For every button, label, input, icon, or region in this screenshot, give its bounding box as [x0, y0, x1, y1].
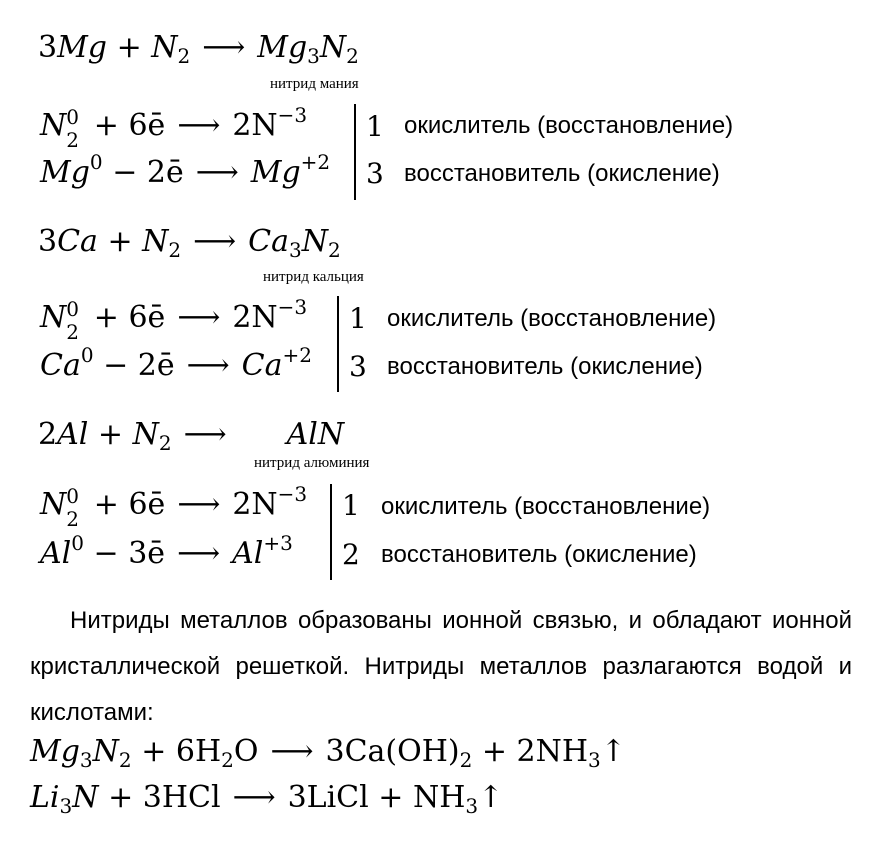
coefficient: 3 — [366, 157, 384, 190]
half-reaction-nitrogen: N 0 2 + 6ē ⟶ $2N^{-3}$ — [40, 482, 308, 531]
coefficient: 3 — [349, 350, 367, 383]
caption-aluminium-nitride: нитрид алюминия — [254, 455, 370, 471]
coefficient: 1 — [342, 489, 360, 522]
gas-arrow-icon: ↑ — [478, 780, 504, 815]
role-label: окислитель (восстановление) — [387, 305, 717, 332]
nitrides-paragraph — [30, 598, 852, 736]
role-label: окислитель (восстановление) — [404, 112, 734, 139]
half-reaction-nitrogen: N 0 2 + 6ē ⟶ $2N^{-3}$ — [40, 295, 308, 344]
balance-divider — [337, 296, 339, 392]
half-reaction-aluminium: $Al^0$ − 3ē ⟶ $Al^{+3}$ — [40, 531, 293, 571]
gas-arrow-icon: ↑ — [600, 734, 626, 769]
half-reaction-calcium: $Ca^0$ − 2ē ⟶ $Ca^{+2}$ — [40, 343, 312, 383]
paragraph-text: Нитриды металлов образованы ионной связью, и обладают ионной кристаллической решеткой. Нитриды металлов разлагаются водой и кислотами: — [30, 607, 852, 726]
coefficient: 2 — [342, 538, 360, 571]
caption-calcium-nitride: нитрид кальция — [263, 269, 364, 285]
half-reaction-nitrogen: N 0 2 + 6ē ⟶ $2N^{-3}$ — [40, 103, 308, 152]
equation-li3n-hcl: $Li_3N + 3HCl$ ⟶ 3LiCl + $NH_3↑$ — [30, 780, 504, 818]
balance-divider — [330, 484, 332, 580]
equation-mg3n2-hydrolysis: $Mg_3N_2 + 6H_2O$ ⟶ $3Ca(OH)_2$ + $2NH_3↑$ — [30, 734, 626, 772]
equation-al-nitrogen: $2Al + N_2$ ⟶ AlN — [38, 417, 345, 455]
role-label: восстановитель (окисление) — [381, 541, 697, 568]
equation-ca-nitrogen: $3Ca + N_2$ ⟶ $Ca_3N_2$ — [38, 224, 341, 262]
caption-magnesium-nitride: нитрид мания — [270, 76, 359, 92]
role-label: восстановитель (окисление) — [387, 353, 703, 380]
balance-divider — [354, 104, 356, 200]
role-label: восстановитель (окисление) — [404, 160, 720, 187]
coefficient: 1 — [349, 302, 367, 335]
half-reaction-magnesium: $Mg^0$ − 2ē ⟶ $Mg^{+2}$ — [40, 150, 331, 190]
coefficient: 1 — [366, 110, 384, 143]
equation-mg-nitrogen: $3Mg + N_2$ ⟶ $Mg_3N_2$ — [38, 30, 359, 68]
role-label: окислитель (восстановление) — [381, 493, 711, 520]
